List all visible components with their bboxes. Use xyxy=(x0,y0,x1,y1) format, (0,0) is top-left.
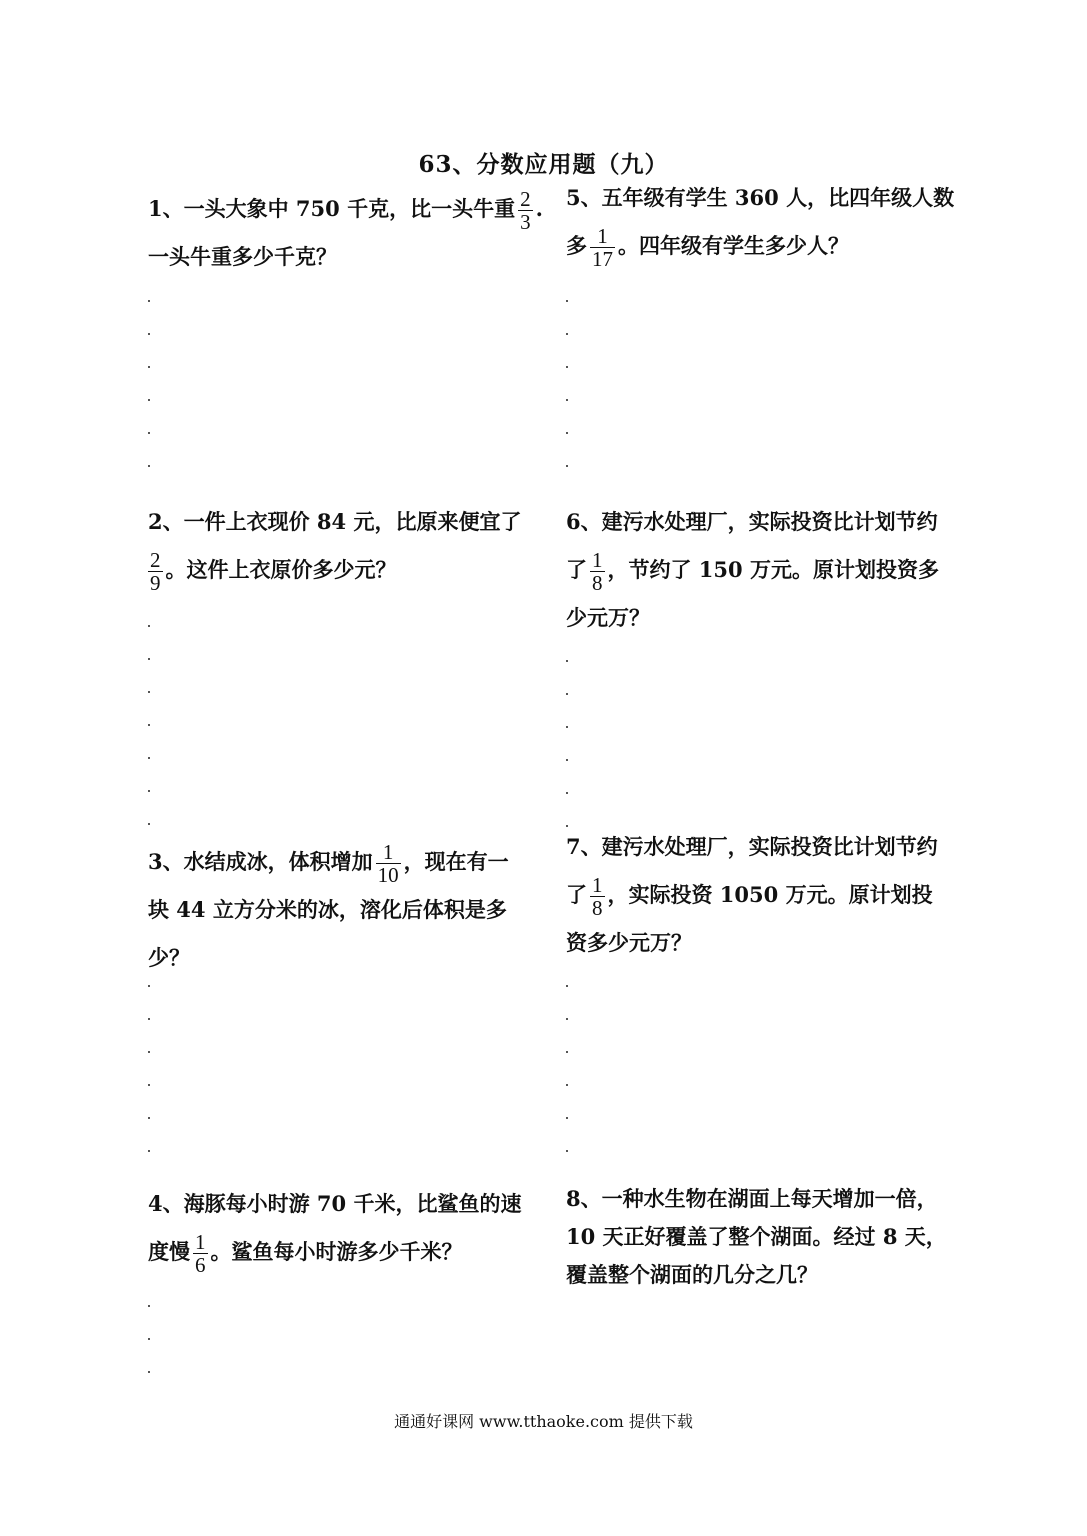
problem-1-line-1 xyxy=(148,185,543,234)
answer-space-5 xyxy=(566,300,570,480)
fraction-denominator: 10 xyxy=(377,863,399,887)
fraction-numerator: 1 xyxy=(376,841,401,864)
fraction xyxy=(590,225,615,270)
answer-space-3 xyxy=(148,985,152,1155)
fraction-numerator: 2 xyxy=(150,548,161,572)
fraction-denominator: 8 xyxy=(592,896,603,920)
problem-7-text: 了 xyxy=(566,882,587,907)
problem-4-text: 。鲨鱼每小时游多少千米？ xyxy=(210,1239,463,1264)
problem-5-text: 。四年级有学生多少人？ xyxy=(618,233,849,258)
fraction-denominator: 8 xyxy=(592,571,603,595)
answer-space-6 xyxy=(566,660,570,830)
footer-credit: 通通好课网 www.tthaoke.com 提供下载 xyxy=(394,1412,693,1431)
problem-4 xyxy=(148,1180,538,1276)
problem-2-text: 。这件上衣原价多少元？ xyxy=(165,557,397,582)
problem-3 xyxy=(148,838,538,982)
problem-7-line-1: 7、建污水处理厂，实际投资比计划节约 xyxy=(566,834,938,859)
page-title: 63、分数应用题（九） xyxy=(418,151,669,178)
problem-8-line-2: 10 天正好覆盖了整个湖面。经过 8 天， xyxy=(566,1224,947,1249)
problem-3-line-2: 块 44 立方分米的冰，溶化后体积是多 xyxy=(148,897,507,922)
fraction xyxy=(376,841,401,886)
problem-6-line-2 xyxy=(566,546,956,594)
problem-8-line-3: 覆盖整个湖面的几分之几？ xyxy=(566,1262,818,1287)
problem-8-line-1: 8、一种水生物在湖面上每天增加一倍， xyxy=(566,1186,938,1211)
answer-space-2 xyxy=(148,625,152,825)
problem-2 xyxy=(148,498,538,594)
fraction-numerator: 1 xyxy=(195,1230,206,1254)
problem-1-line-2: 一头牛重多少千克？ xyxy=(148,244,337,269)
answer-space-1 xyxy=(148,300,152,480)
fraction xyxy=(518,188,533,233)
problem-2-line-2 xyxy=(148,546,538,594)
fraction-denominator: 6 xyxy=(195,1253,206,1277)
problem-7-line-3: 资多少元万？ xyxy=(566,930,692,955)
problem-3-text: ，现在有一 xyxy=(403,849,509,874)
fraction xyxy=(193,1231,208,1276)
problem-1-text: . xyxy=(535,196,543,221)
fraction-numerator: 1 xyxy=(592,873,603,897)
problem-5-line-2 xyxy=(566,222,956,270)
fraction xyxy=(590,549,605,594)
problem-1-text: 1、一头大象中 750 千克，比一头牛重 xyxy=(148,196,516,221)
answer-space-4 xyxy=(148,1305,152,1385)
problem-7-text: ，实际投资 1050 万元。原计划投 xyxy=(607,882,933,907)
problem-4-line-1: 4、海豚每小时游 70 千米，比鲨鱼的速 xyxy=(148,1191,522,1216)
fraction-numerator: 1 xyxy=(592,548,603,572)
problem-1 xyxy=(148,185,543,281)
problem-5 xyxy=(566,174,956,270)
problem-6-text: 了 xyxy=(566,557,587,582)
problem-7-line-2 xyxy=(566,871,956,919)
problem-8 xyxy=(566,1180,956,1294)
fraction xyxy=(148,549,163,594)
fraction-denominator: 3 xyxy=(520,210,531,234)
problem-2-line-1: 2、一件上衣现价 84 元，比原来便宜了 xyxy=(148,509,522,534)
answer-space-7 xyxy=(566,985,570,1155)
fraction xyxy=(590,874,605,919)
problem-3-line-3: 少？ xyxy=(148,945,190,970)
problem-7 xyxy=(566,823,956,967)
fraction-numerator: 1 xyxy=(590,225,615,248)
problem-3-line-1 xyxy=(148,838,538,886)
problem-5-line-1: 5、五年级有学生 360 人，比四年级人数 xyxy=(566,185,955,210)
problem-5-text: 多 xyxy=(566,233,587,258)
problem-4-line-2 xyxy=(148,1228,538,1276)
problem-6-line-1: 6、建污水处理厂，实际投资比计划节约 xyxy=(566,509,938,534)
problem-3-text: 3、水结成冰，体积增加 xyxy=(148,849,373,874)
problem-6 xyxy=(566,498,956,642)
fraction-denominator: 17 xyxy=(592,247,613,271)
problem-6-line-3: 少元万？ xyxy=(566,605,650,630)
fraction-denominator: 9 xyxy=(150,571,161,595)
problem-4-text: 度慢 xyxy=(148,1239,190,1264)
problem-6-text: ，节约了 150 万元。原计划投资多 xyxy=(607,557,939,582)
fraction-numerator: 2 xyxy=(520,187,531,211)
